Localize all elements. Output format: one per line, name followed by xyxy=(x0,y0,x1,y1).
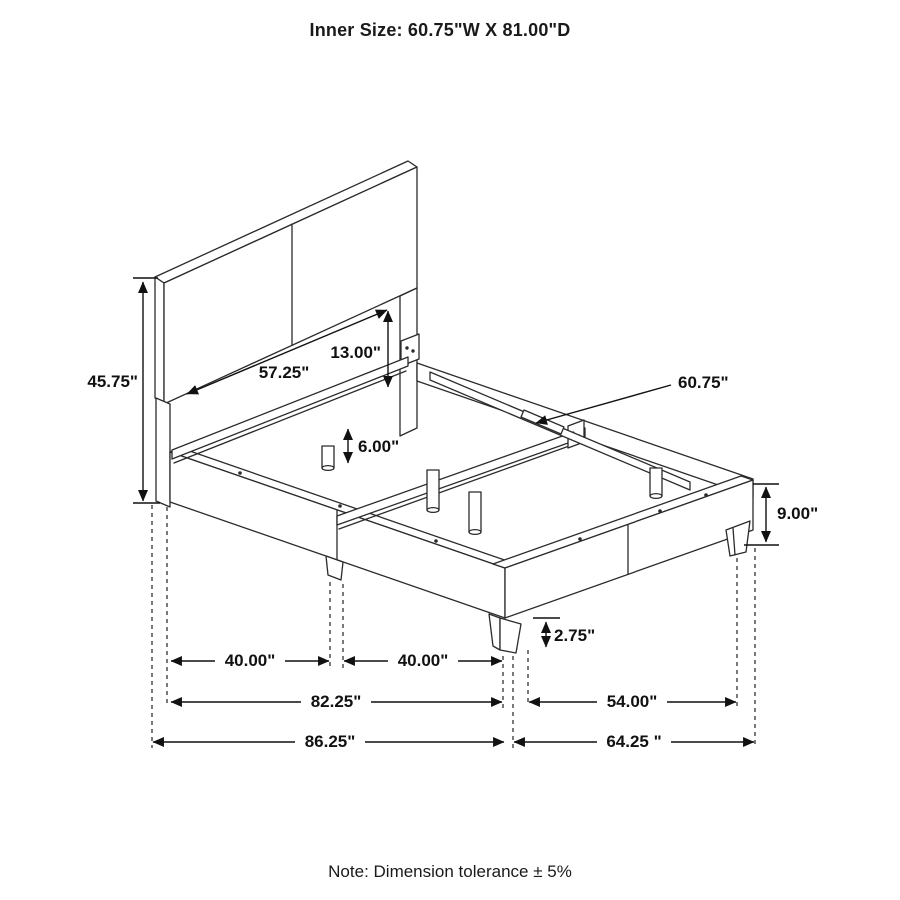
frame-length-label: 82.25" xyxy=(310,692,362,711)
dimension-slat-span-left xyxy=(171,650,329,670)
dimension-support-leg-height xyxy=(348,429,399,463)
overall-width-label: 64.25 " xyxy=(606,732,662,751)
frame-width-label: 54.00" xyxy=(606,692,658,711)
support-leg-3 xyxy=(469,492,481,534)
support-leg-1 xyxy=(322,446,334,470)
support-leg-2 xyxy=(427,470,439,512)
dimension-foot-leg-height xyxy=(533,618,595,647)
slat-span-right-label: 40.00" xyxy=(397,651,449,670)
dimension-frame-width xyxy=(529,691,736,711)
overall-length-label: 86.25" xyxy=(304,732,356,751)
support-leg-height-label: 6.00" xyxy=(358,437,400,456)
panel-drop-label: 13.00" xyxy=(330,343,381,362)
slat-span-left-label: 40.00" xyxy=(224,651,276,670)
dimension-overall-length xyxy=(153,731,504,751)
dimension-rail-height xyxy=(744,484,818,545)
dimension-headboard-height xyxy=(87,278,160,503)
rail-height-label: 9.00" xyxy=(777,504,819,523)
inner-width-label: 60.75" xyxy=(678,373,729,392)
inner-size-title: Inner Size: 60.75"W X 81.00"D xyxy=(309,20,571,40)
dimension-frame-length xyxy=(171,691,502,711)
tolerance-note: Note: Dimension tolerance ± 5% xyxy=(328,862,572,881)
dimension-slat-span-right xyxy=(344,650,502,670)
headboard-width-label: 57.25" xyxy=(258,363,310,382)
dimension-inner-width-leader xyxy=(536,373,729,423)
front-corner-leg xyxy=(489,614,521,653)
headboard-height-label: 45.75" xyxy=(87,372,138,391)
foot-leg-height-label: 2.75" xyxy=(554,626,596,645)
headboard-left-leg xyxy=(156,398,170,507)
bed-frame xyxy=(170,357,753,653)
headboard-left-edge xyxy=(155,277,164,404)
support-leg-4 xyxy=(650,468,662,498)
dimension-overall-width xyxy=(514,731,754,751)
